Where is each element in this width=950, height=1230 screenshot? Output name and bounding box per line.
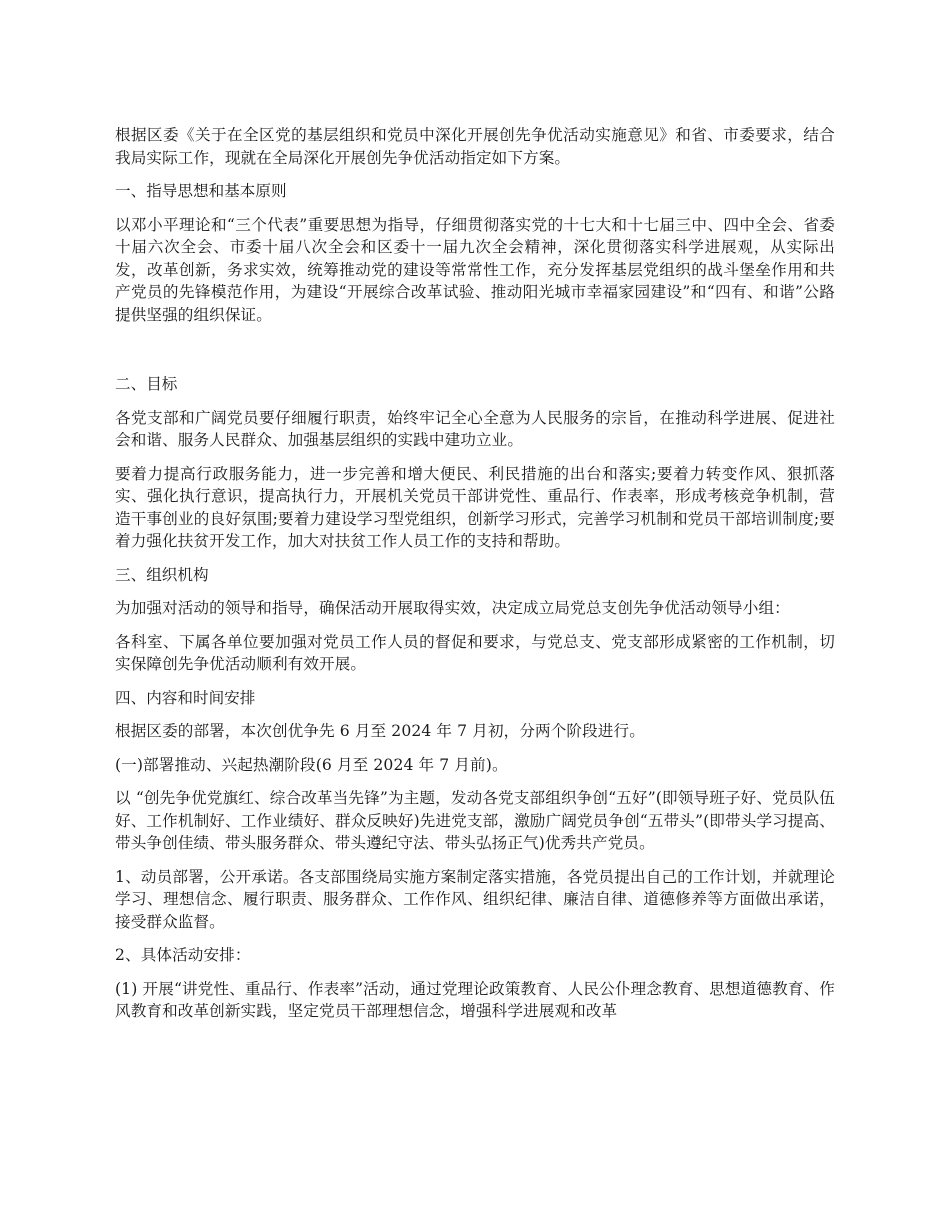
paragraph-organization-1: 为加强对活动的领导和指导，确保活动开展取得实效，决定成立局党总支创先争优活动领导小组： bbox=[115, 599, 790, 617]
paragraph-goals-2: 要着力提高行政服务能力，进一步完善和增大便民、利民措施的出台和落实;要着力转变作风、狠抓落实、强化执行意识，提高执行力，开展机关党员干部讲党性、重品行、作表率，形成考核竞争机制，营造干事创业的良好氛围;要着力建设学习型党组织，创新学习形式，完善学习机制和党员干部培训制度;要着力强化扶贫开发工作，加大对扶贫工作人员工作的支持和帮助。 bbox=[115, 464, 835, 550]
paragraph-guiding-principles: 以邓小平理论和“三个代表”重要思想为指导，仔细贯彻落实党的十七大和十七届三中、四中全会、省委十届六次全会、市委十届八次全会和区委十一届九次全会精神，深化贯彻落实科学进展观，从实际出发，改革创新，务求实效，统筹推动党的建设等常常性工作，充分发挥基层党组织的战斗堡垒作用和共产党员的先锋模范作用，为建设“开展综合改革试验、推动阳光城市幸福家园建设”和“四有、和谐”公路提供坚强的组织保证。 bbox=[115, 215, 835, 324]
heading-schedule: 四、内容和时间安排 bbox=[115, 688, 256, 707]
heading-guiding-principles: 一、指导思想和基本原则 bbox=[115, 182, 287, 200]
paragraph-item-1: 1、动员部署，公开承诺。各支部围绕局实施方案制定落实措施，各党员提出自己的工作计划，并就理论学习、理想信念、履行职责、服务群众、工作作风、组织纪律、廉洁自律、道德修养等方面做出承诺，接受群众监督。 bbox=[115, 867, 835, 931]
paragraph-schedule-1: 根据区委的部署，本次创优争先 6 月至 2024 年 7 月初，分两个阶段进行。 bbox=[115, 722, 645, 740]
heading-goals: 二、目标 bbox=[115, 375, 178, 393]
document-page bbox=[115, 124, 835, 1023]
paragraph-intro: 根据区委《关于在全区党的基层组织和党员中深化开展创先争优活动实施意见》和省、市委要求，结合我局实际工作，现就在全局深化开展创先争优活动指定如下方案。 bbox=[115, 126, 835, 167]
paragraph-phase-one: (一)部署推动、兴起热潮阶段(6 月至 2024 年 7 月前)。 bbox=[115, 755, 508, 774]
paragraph-organization-2: 各科室、下属各单位要加强对党员工作人员的督促和要求，与党总支、党支部形成紧密的工作机制，切实保障创先争优活动顺利有效开展。 bbox=[115, 632, 835, 673]
paragraph-goals-1: 各党支部和广阔党员要仔细履行职责，始终牢记全心全意为人民服务的宗旨，在推动科学进展、促进社会和谐、服务人民群众、加强基层组织的实践中建功立业。 bbox=[115, 408, 835, 449]
paragraph-item-2: 2、具体活动安排： bbox=[115, 946, 251, 964]
paragraph-item-2-1: (1) 开展“讲党性、重品行、作表率”活动，通过党理论政策教育、人民公仆理念教育、思想道德教育、作风教育和改革创新实践，坚定党员干部理想信念，增强科学进展观和改革 bbox=[115, 979, 835, 1020]
paragraph-theme: 以 “创先争优党旗红、综合改革当先锋”为主题，发动各党支部组织争创“五好”(即领导班子好、党员队伍好、工作机制好、工作业绩好、群众反映好)先进党支部，激励广阔党员争创“五带头”(即带头学习提高、带头争创佳绩、带头服务群众、带头遵纪守法、带头弘扬正气)优秀共产党员。 bbox=[115, 789, 835, 852]
heading-organization: 三、组织机构 bbox=[115, 565, 209, 584]
